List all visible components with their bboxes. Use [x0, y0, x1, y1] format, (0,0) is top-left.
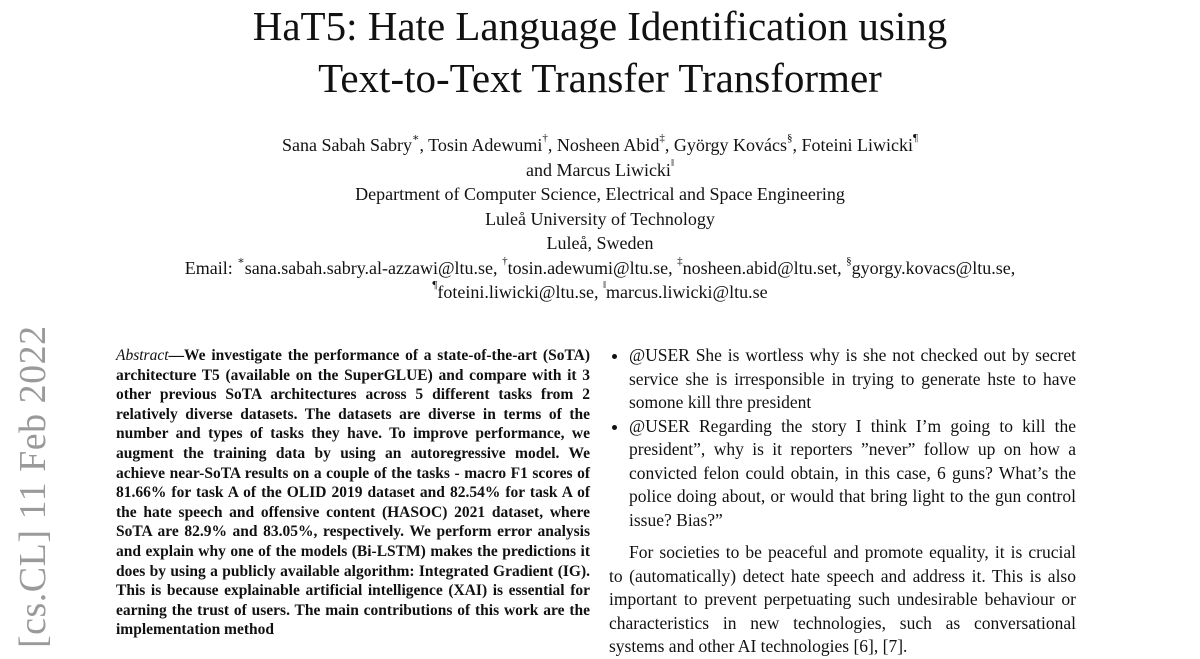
author-mark: †	[542, 132, 548, 144]
location: Luleå, Sweden	[546, 233, 654, 253]
author-mark: ‖	[602, 279, 607, 291]
email-line-1	[140, 256, 1060, 281]
email-address: nosheen.abid@ltu.set,	[682, 257, 842, 278]
author-mark: ∗	[411, 132, 420, 144]
abstract-label: Abstract	[116, 347, 169, 364]
author-name: Sana Sabah Sabry	[281, 135, 412, 155]
list-item: • @USER Regarding the story I think I’m going to kill the president”, why is it reporters ”never” follow up on how a convicted felon could obtain, in this case, 6 guns? What’s the police doing about, or would that bring light to the gun control issue? Bias?”	[629, 415, 1076, 533]
title-line-1: HaT5: Hate Language Identification using	[252, 3, 948, 49]
author-mark: ‖	[670, 156, 675, 169]
author-name: Nosheen Abid	[556, 135, 660, 155]
author-name: Foteini Liwicki	[801, 135, 914, 155]
author-mark: ¶	[913, 132, 919, 144]
body-paragraph: For societies to be peaceful and promote equality, it is crucial to (automatically) detect hate speech and address it. This is also important to prevent perpetuating such undesirable behaviour or characteristics in new technologies, such as conversational systems and other AI technologies [6], [7].	[609, 542, 1076, 656]
author-mark: ¶	[432, 279, 438, 291]
author-mark: §	[846, 254, 852, 267]
abstract	[116, 346, 590, 640]
author-name: Tosin Adewumi	[428, 135, 543, 155]
department: Department of Computer Science, Electrical and Space Engineering	[355, 184, 845, 204]
author-mark: ‡	[677, 254, 683, 267]
author-block	[140, 133, 1060, 305]
email-address: gyorgy.kovacs@ltu.se,	[851, 257, 1016, 278]
author-mark: ∗	[237, 254, 245, 267]
author-list: Sana Sabah Sabry∗, Tosin Adewumi†, Nosheen Abid‡, György Kovács§, Foteini Liwicki¶	[281, 132, 919, 155]
email-address: sana.sabah.sabry.al-azzawi@ltu.se,	[244, 257, 498, 278]
title-line-2: Text-to-Text Transfer Transformer	[318, 55, 882, 101]
paper-title	[0, 0, 1200, 104]
arxiv-stamp: [cs.CL] 11 Feb 2022	[12, 325, 54, 648]
email-address: foteini.liwicki@ltu.se,	[437, 282, 599, 302]
right-column	[609, 344, 1076, 659]
email-address: marcus.liwicki@ltu.se	[606, 282, 768, 302]
email-label: Email:	[184, 257, 233, 278]
abstract-text: —We investigate the performance of a state-of-the-art (SoTA) architecture T5 (available on the SuperGLUE) and compare with it 3 other previous SoTA architectures across 5 different tasks from 2 relatively diverse datasets. The datasets are diverse in terms of the number and types of tasks they have. To improve performance, we augment the training data by using an autoregressive model. We achieve near-SoTA results on a couple of the tasks - macro F1 scores of 81.66% for task A of the OLID 2019 dataset and 82.54% for task A of the hate speech and offensive content (HASOC) 2021 dataset, where SoTA are 82.9% and 83.05%, respectively. We perform error analysis and explain why one of the models (Bi-LSTM) makes the predictions it does by using a publicly available algorithm: Integrated Gradient (IG). This is because explainable artificial intelligence (XAI) is essential for earning the trust of users. The main contributions of this work are the implementation method	[116, 347, 590, 639]
and-word: and	[525, 159, 552, 180]
list-item: • @USER She is wortless why is she not checked out by secret service she is irresponsible in trying to generate hste to have somone kill thre president	[629, 344, 1076, 415]
author-name: Marcus Liwicki	[556, 159, 671, 180]
author-mark: §	[787, 132, 793, 144]
example-tweet-list	[609, 344, 1076, 532]
author-mark: †	[502, 254, 508, 267]
author-list-line-2	[140, 158, 1060, 183]
email-address: tosin.adewumi@ltu.se,	[507, 257, 673, 278]
university: Luleå University of Technology	[485, 208, 715, 229]
author-name: György Kovács	[673, 135, 788, 155]
email-line-2	[140, 280, 1060, 305]
author-mark: ‡	[659, 132, 665, 144]
